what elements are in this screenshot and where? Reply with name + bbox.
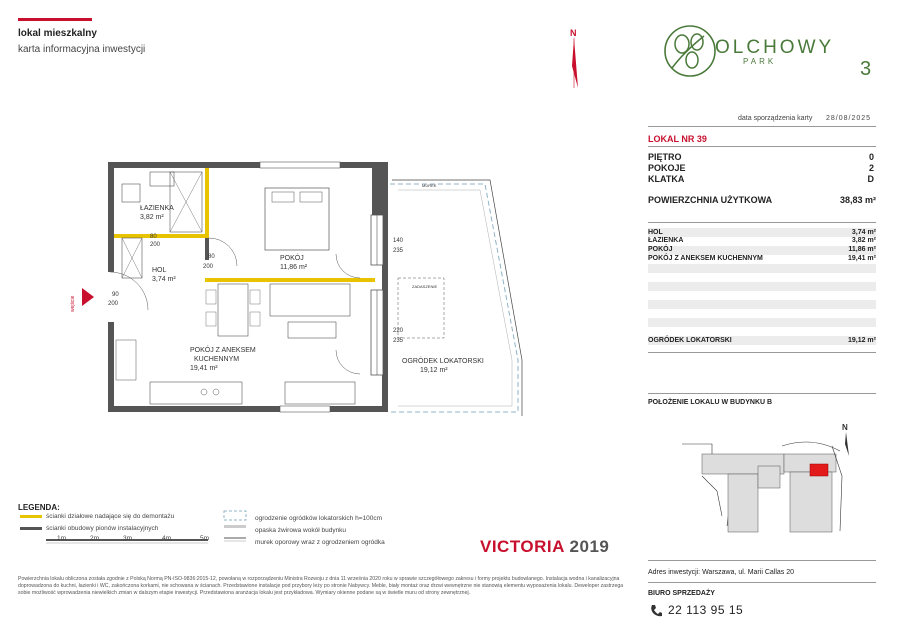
- room-name: HOL: [648, 229, 663, 236]
- legend-item: ścianki działowe nadające się do demontażu: [46, 513, 175, 520]
- lokal-number: LOKAL NR 39: [648, 134, 707, 144]
- door-dim: 90: [112, 292, 119, 298]
- north-label: N: [842, 423, 848, 432]
- divider: [648, 146, 876, 147]
- window-dim: 140: [393, 238, 404, 244]
- biuro-label: BIURO SPRZEDAŻY: [648, 590, 715, 597]
- room-row: [648, 229, 876, 236]
- legend-item: murek oporowy wraz z ogrodzeniem ogródka: [255, 539, 385, 546]
- plan-area: 3,74 m²: [152, 276, 176, 283]
- pietro-value: 0: [868, 152, 874, 162]
- north-label: N: [570, 28, 577, 38]
- scale-label: 4m: [162, 535, 172, 542]
- door-dim: 200: [108, 301, 119, 307]
- plan-label: KUCHENNYM: [194, 356, 240, 363]
- scale-label: 5m: [200, 535, 210, 542]
- klatka-value: D: [867, 174, 874, 184]
- garden-name: OGRÓDEK LOKATORSKI: [648, 337, 732, 344]
- room-name: ŁAZIENKA: [648, 237, 684, 244]
- stripe: [648, 318, 876, 327]
- divider: [648, 393, 876, 394]
- room-row: [648, 237, 876, 244]
- legend-item: ogrodzenie ogródków lokatorskich h=100cm: [255, 515, 383, 522]
- legend-title: LEGENDA:: [18, 503, 60, 512]
- garden-area: 19,12 m²: [847, 337, 876, 344]
- powierzchnia-row: [648, 195, 876, 205]
- scale-label: 2m: [90, 535, 100, 542]
- room-row: [648, 255, 876, 262]
- klatka-label: KLATKA: [648, 174, 685, 184]
- building-location-map: [672, 416, 872, 551]
- room-row: [648, 246, 876, 253]
- divider: [648, 352, 876, 353]
- victoria-word: VICTORIA: [480, 537, 565, 556]
- pietro-row: [648, 152, 876, 162]
- room-area: 19,41 m²: [847, 255, 876, 262]
- disclaimer-text: Powierzchnia lokalu obliczona została zgodnie z Polską Normą PN-ISO-9836:2015-12, powołaną w rozporządzeniu Ministra Rozwoju z dnia 11 września 2020 roku w sprawie szczegółowego zakresu i formy projektu budowlanego. Instalacja wodna i kanalizacyjna doprowadzona do kuchni, łazienki i WC, zakończona korkami, nie schowana w ścianach. Przedstawione instalacje pod przybory leży po stronie Nabywcy. Meble, biały montaż oraz drzwi wewnętrzne nie stanowią elementu wyposażenia lokalu. Deweloper zastrzega sobie możliwość wprowadzenia niewielkich zmian w dalszym etapie inwestycji. Przedstawiona aranżacja lokalu jest przykładowa. Wymiary okienne podane są w świetle muru od strony zewnętrznej.: [18, 576, 624, 596]
- powierzchnia-value: 38,83 m²: [839, 195, 876, 205]
- scale-label: 3m: [123, 535, 133, 542]
- window-dim: 235: [393, 248, 404, 254]
- brand-park: PARK: [743, 57, 777, 66]
- plan-label: OGRÓDEK LOKATORSKI: [402, 358, 484, 365]
- divider: [648, 560, 876, 561]
- floor-plan: [60, 160, 530, 420]
- plan-area: 11,86 m²: [280, 264, 308, 271]
- door-dim: 80: [150, 234, 157, 240]
- pokoje-label: POKOJE: [648, 163, 686, 173]
- phone-icon: [649, 604, 663, 618]
- plan-label: MUREK: [422, 183, 437, 188]
- phone-number[interactable]: 22 113 95 15: [668, 603, 744, 617]
- window-dim: 220: [393, 328, 404, 334]
- plan-label: POKÓJ: [280, 255, 304, 262]
- room-area: 11,86 m²: [848, 246, 876, 253]
- plan-area: 3,82 m²: [140, 214, 164, 221]
- plan-area: 19,12 m²: [420, 367, 448, 374]
- room-name: POKÓJ: [648, 246, 673, 253]
- window-dim: 235: [393, 338, 404, 344]
- address: Adres inwestycji: Warszawa, ul. Marii Callas 20: [648, 569, 795, 576]
- plan-label: ZADASZENIE: [412, 284, 438, 289]
- stripe: [648, 282, 876, 291]
- plan-area: 19,41 m²: [190, 365, 218, 372]
- document-title: lokal mieszkalny: [18, 28, 97, 39]
- scale-label: 1m: [57, 535, 67, 542]
- legend-item: opaska żwirowa wokół budynku: [255, 527, 347, 534]
- pokoje-value: 2: [868, 163, 874, 173]
- divider: [648, 222, 876, 223]
- powierzchnia-label: POWIERZCHNIA UŻYTKOWA: [648, 195, 773, 205]
- garden-row: [648, 337, 876, 344]
- legend-item: ścianki obudowy pionów instalacyjnych: [46, 525, 159, 532]
- plan-label: ŁAZIENKA: [140, 205, 174, 212]
- stripe: [648, 264, 876, 273]
- stripe: [648, 300, 876, 309]
- document-subtitle: karta informacyjna inwestycji: [18, 44, 146, 55]
- door-dim: 200: [150, 242, 161, 248]
- legend-swatches-right: [222, 509, 252, 547]
- brand-number: 3: [860, 58, 872, 80]
- divider: [648, 582, 876, 583]
- date-label: data sporządzenia karty: [738, 115, 813, 122]
- plan-label: HOL: [152, 267, 167, 274]
- divider: [648, 126, 876, 127]
- brand-name: OLCHOWY: [715, 37, 835, 58]
- date-value: 28/08/2025: [826, 115, 872, 122]
- door-dim: 200: [203, 264, 214, 270]
- klatka-row: [648, 174, 876, 184]
- header-accent-bar: [18, 18, 92, 21]
- location-title: POŁOŻENIE LOKALU W BUDYNKU B: [648, 399, 773, 406]
- entry-label: wejście: [70, 295, 76, 312]
- victoria-year: 2019: [569, 537, 610, 556]
- olchowy-logo-icon: [664, 22, 716, 80]
- room-area: 3,82 m²: [851, 237, 876, 244]
- pokoje-row: [648, 163, 876, 173]
- north-arrow-icon: [558, 26, 588, 96]
- door-dim: 80: [208, 254, 215, 260]
- plan-label: POKÓJ Z ANEKSEM: [190, 347, 256, 354]
- pietro-label: PIĘTRO: [648, 152, 682, 162]
- room-name: POKÓJ Z ANEKSEM KUCHENNYM: [648, 255, 763, 262]
- room-area: 3,74 m²: [851, 229, 876, 236]
- victoria-badge: [480, 537, 609, 557]
